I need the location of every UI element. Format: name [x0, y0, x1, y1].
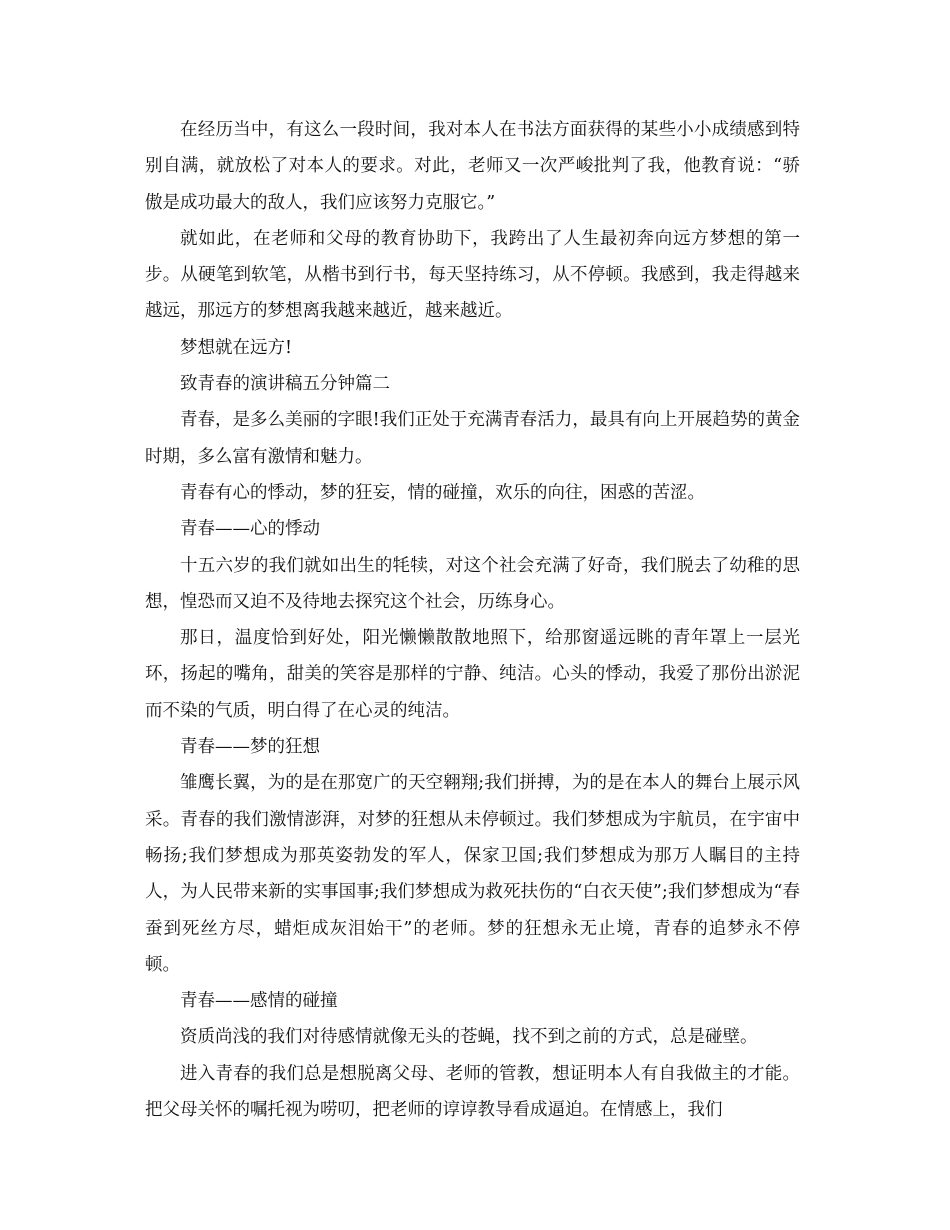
subheading: 青春——心的悸动: [180, 519, 320, 540]
paragraph: 资质尚浅的我们对待感情就像无头的苍蝇，找不到之前的方式，总是碰壁。: [180, 1027, 758, 1048]
paragraph: 梦想就在远方!: [180, 337, 293, 358]
paragraph: 那日，温度恰到好处，阳光懒懒散散地照下，给那窗遥远眺的青年罩上一层光环，扬起的嘴角，甜美的笑容是那样的宁静、纯洁。心头的悸动，我爱了那份出淤泥而不染的气质，明白得了在心灵的纯洁。: [145, 628, 800, 721]
paragraph: 雏鹰长翼，为的是在那宽广的天空翱翔;我们拼搏，为的是在本人的舞台上展示风采。青春的我们激情澎湃，对梦的狂想从未停顿过。我们梦想成为宇航员，在宇宙中畅扬;我们梦想成为那英姿勃发的军人，保家卫国;我们梦想成为那万人瞩目的主持人，为人民带来新的实事国事;我们梦想成为救死扶伤的“白衣天使”;我们梦想成为“春蚕到死丝方尽，蜡炬成灰泪始干”的老师。梦的狂想永无止境，青春的追梦永不停顿。: [145, 773, 800, 975]
paragraph: 进入青春的我们总是想脱离父母、老师的管教，想证明本人有自我做主的才能。把父母关怀的嘱托视为唠叨，把老师的谆谆教导看成逼迫。在情感上，我们: [145, 1063, 800, 1121]
section-heading: 致青春的演讲稿五分钟篇二: [180, 374, 390, 395]
subheading: 青春——梦的狂想: [180, 737, 320, 758]
paragraph: 就如此，在老师和父母的教育协助下，我跨出了人生最初奔向远方梦想的第一步。从硬笔到软笔，从楷书到行书，每天坚持练习，从不停顿。我感到，我走得越来越远，那远方的梦想离我越来越近，越来越近。: [145, 228, 800, 322]
paragraph: 十五六岁的我们就如出生的牦犊，对这个社会充满了好奇，我们脱去了幼稚的思想，惶恐而又迫不及待地去探究这个社会，历练身心。: [145, 555, 800, 612]
paragraph: 青春有心的悸动，梦的狂妄，情的碰撞，欢乐的向往，困惑的苦涩。: [180, 482, 705, 503]
subheading: 青春——感情的碰撞: [180, 991, 338, 1012]
document-body: [145, 112, 800, 1128]
paragraph: 在经历当中，有这么一段时间，我对本人在书法方面获得的某些小小成绩感到特别自满，就放松了对本人的要求。对此，老师又一次严峻批判了我，他教育说：“骄傲是成功最大的敌人，我们应该努力克服它。”: [145, 120, 800, 213]
paragraph: 青春，是多么美丽的字眼!我们正处于充满青春活力，最具有向上开展趋势的黄金时期，多么富有激情和魅力。: [145, 410, 800, 467]
